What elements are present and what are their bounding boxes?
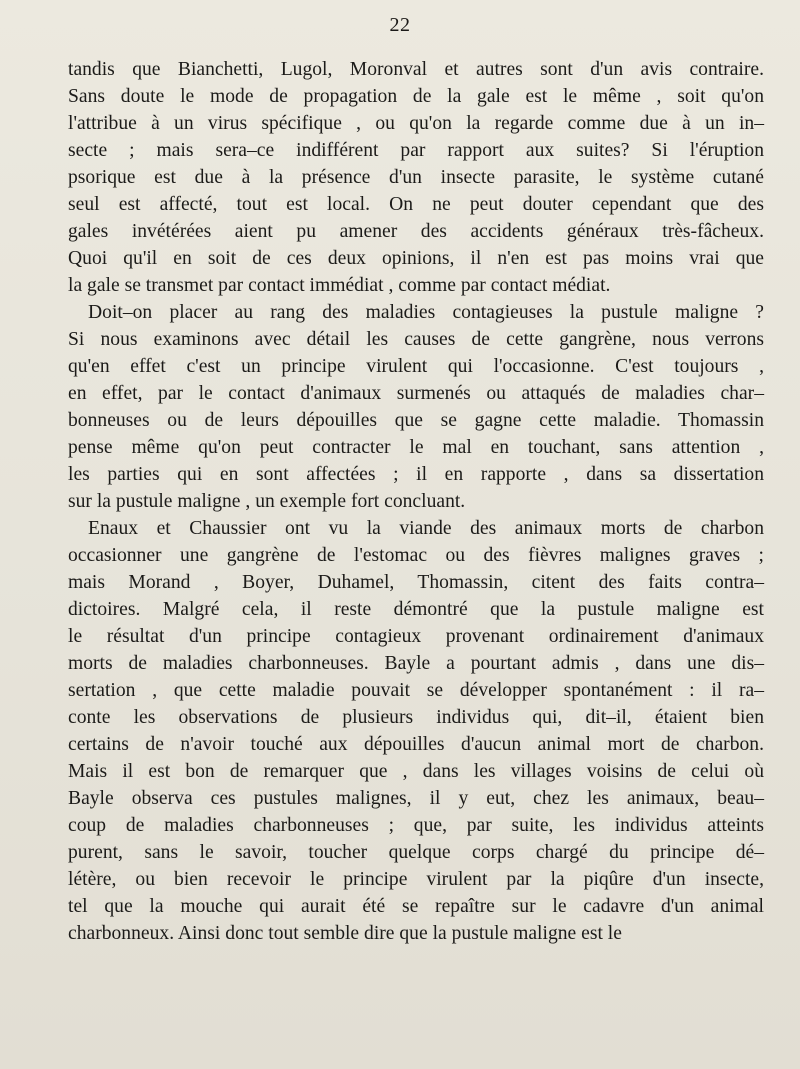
text-line: Bayle observa ces pustules malignes, il y eut, chez les animaux, beau– bbox=[68, 788, 764, 809]
text-line: la gale se transmet par contact immédiat , comme par contact médiat. bbox=[68, 275, 611, 296]
text-line: tandis que Bianchetti, Lugol, Moronval et autres sont d'un avis contraire. bbox=[68, 59, 764, 80]
text-line: gales invétérées aient pu amener des accidents généraux très-fâcheux. bbox=[68, 221, 764, 242]
text-line: coup de maladies charbonneuses ; que, par suite, les individus atteints bbox=[68, 815, 764, 836]
text-line: le résultat d'un principe contagieux provenant ordinairement d'animaux bbox=[68, 626, 764, 647]
text-line: qu'en effet c'est un principe virulent qui l'occasionne. C'est toujours , bbox=[68, 356, 764, 377]
text-line: seul est affecté, tout est local. On ne peut douter cependant que des bbox=[68, 194, 764, 215]
text-line: charbonneux. Ainsi donc tout semble dire que la pustule maligne est le bbox=[68, 923, 622, 944]
page-number: 22 bbox=[389, 14, 411, 36]
text-line: sur la pustule maligne , un exemple fort concluant. bbox=[68, 491, 466, 512]
text-line: Enaux et Chaussier ont vu la viande des animaux morts de charbon bbox=[88, 518, 764, 539]
text-line: les parties qui en sont affectées ; il en rapporte , dans sa dissertation bbox=[68, 464, 764, 485]
text-line: en effet, par le contact d'animaux surmenés ou attaqués de maladies char– bbox=[68, 383, 764, 404]
text-line: psorique est due à la présence d'un insecte parasite, le système cutané bbox=[68, 167, 764, 188]
text-line: Mais il est bon de remarquer que , dans les villages voisins de celui où bbox=[68, 761, 764, 782]
text-line: occasionner une gangrène de l'estomac ou des fièvres malignes graves ; bbox=[68, 545, 764, 566]
text-line: tel que la mouche qui aurait été se repaître sur le cadavre d'un animal bbox=[68, 896, 764, 917]
text-line: conte les observations de plusieurs individus qui, dit–il, étaient bien bbox=[68, 707, 764, 728]
text-line: sertation , que cette maladie pouvait se développer spontanément : il ra– bbox=[68, 680, 764, 701]
text-line: mais Morand , Boyer, Duhamel, Thomassin, citent des faits contra– bbox=[68, 572, 764, 593]
text-line: létère, ou bien recevoir le principe virulent par la piqûre d'un insecte, bbox=[68, 869, 764, 890]
text-line: dictoires. Malgré cela, il reste démontré que la pustule maligne est bbox=[68, 599, 764, 620]
text-line: Si nous examinons avec détail les causes de cette gangrène, nous verrons bbox=[68, 329, 764, 350]
text-line: morts de maladies charbonneuses. Bayle a pourtant admis , dans une dis– bbox=[68, 653, 764, 674]
text-line: Sans doute le mode de propagation de la gale est le même , soit qu'on bbox=[68, 86, 764, 107]
text-line: l'attribue à un virus spécifique , ou qu'on la regarde comme due à un in– bbox=[68, 113, 764, 134]
text-line: Quoi qu'il en soit de ces deux opinions, il n'en est pas moins vrai que bbox=[68, 248, 764, 269]
body-text bbox=[68, 56, 764, 947]
text-line: purent, sans le savoir, toucher quelque corps chargé du principe dé– bbox=[68, 842, 764, 863]
text-line: certains de n'avoir touché aux dépouilles d'aucun animal mort de charbon. bbox=[68, 734, 764, 755]
text-line: pense même qu'on peut contracter le mal en touchant, sans attention , bbox=[68, 437, 764, 458]
text-line: secte ; mais sera–ce indifférent par rapport aux suites? Si l'éruption bbox=[68, 140, 764, 161]
text-line: bonneuses ou de leurs dépouilles que se gagne cette maladie. Thomassin bbox=[68, 410, 764, 431]
text-line: Doit–on placer au rang des maladies contagieuses la pustule maligne ? bbox=[88, 302, 764, 323]
